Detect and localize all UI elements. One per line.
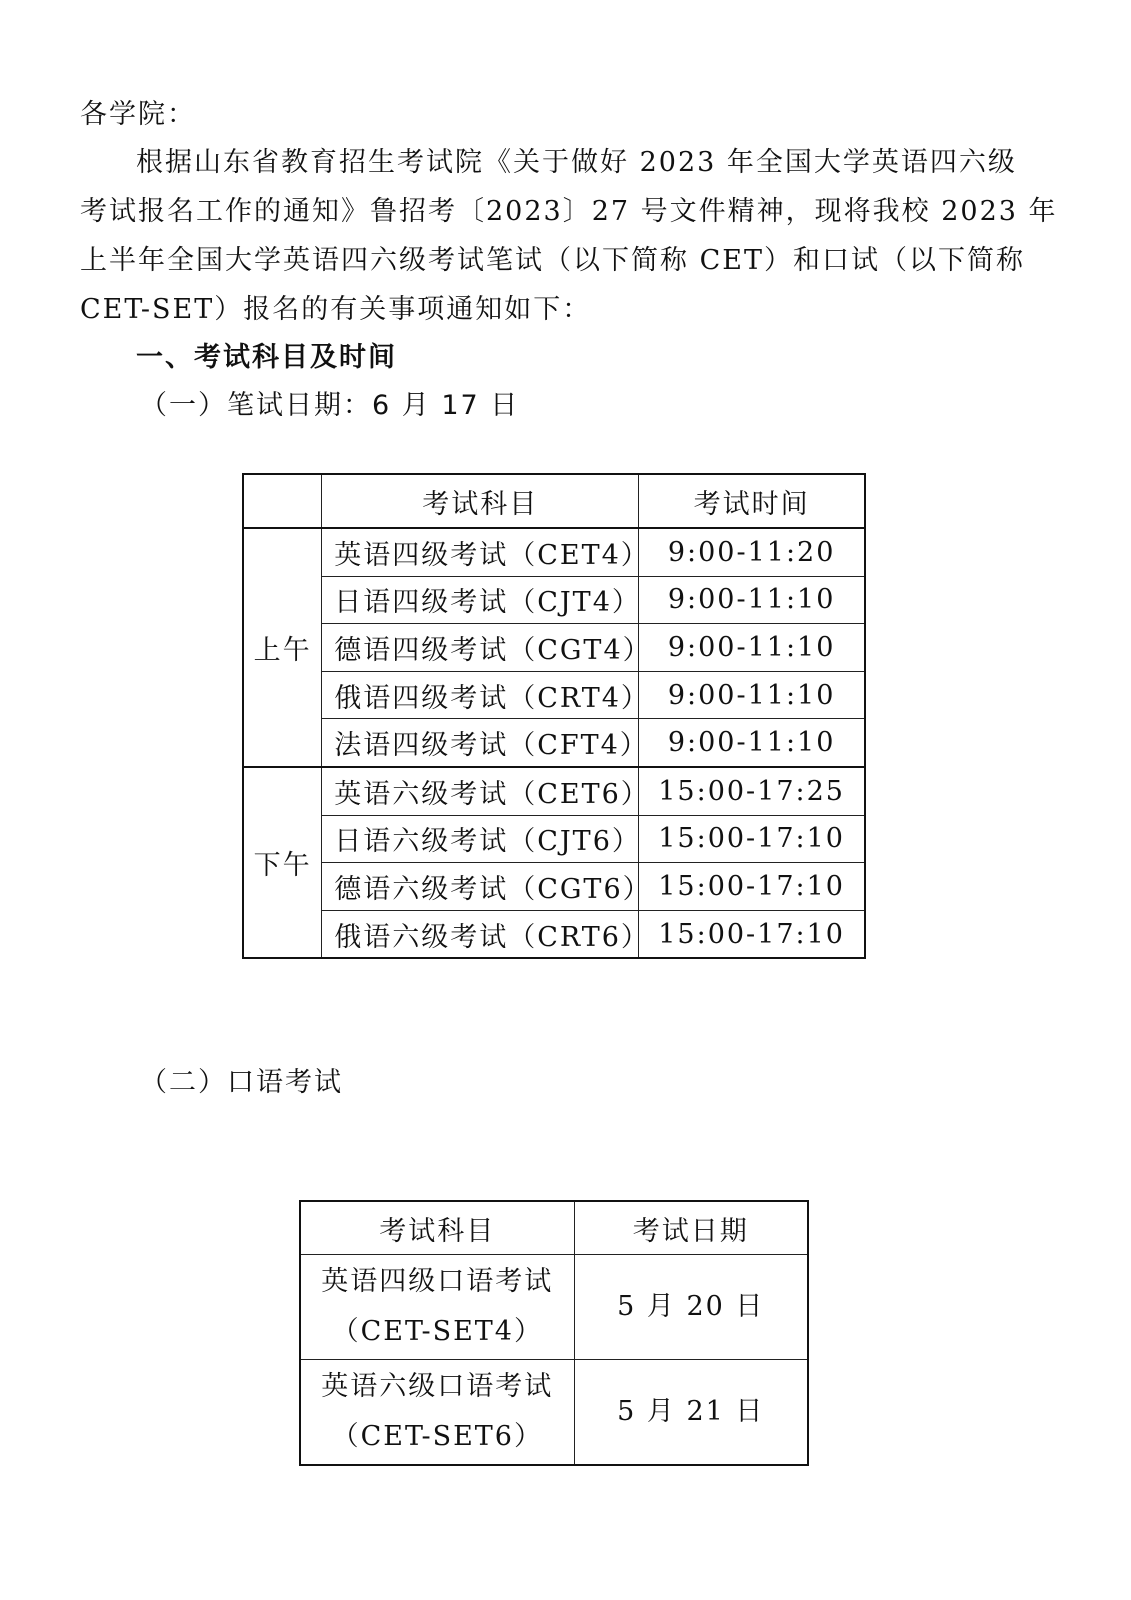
section-heading-subjects-and-time: 一、考试科目及时间: [136, 342, 397, 373]
intro-paragraph-line-2: 考试报名工作的通知》鲁招考〔2023〕27 号文件精神，现将我校 2023 年: [80, 196, 1058, 227]
table-header-cell-period: [243, 474, 322, 528]
exam-subject-cell: 俄语四级考试（CRT4）: [322, 671, 639, 719]
exam-subject-cell: 德语四级考试（CGT4）: [322, 624, 639, 672]
exam-time-cell: 9:00-11:10: [639, 624, 865, 672]
exam-subject-cell: 英语六级考试（CET6）: [322, 767, 639, 815]
oral-exam-table: [299, 1200, 809, 1466]
table-row: [243, 863, 865, 911]
oral-subject-name: 英语六级口语考试: [321, 1371, 554, 1402]
table-header-row: [243, 474, 865, 528]
table-row: [243, 624, 865, 672]
oral-subject-code: （CET-SET4）: [331, 1316, 543, 1347]
table-row: [243, 910, 865, 958]
period-label-morning: 上午: [243, 528, 322, 767]
intro-paragraph-line-1: 根据山东省教育招生考试院《关于做好 2023 年全国大学英语四六级: [136, 147, 1017, 178]
salutation: 各学院：: [80, 99, 196, 130]
oral-subject-cell: [300, 1255, 574, 1360]
exam-time-cell: 15:00-17:25: [639, 767, 865, 815]
table-header-cell-subject: 考试科目: [300, 1201, 574, 1255]
intro-paragraph-line-3: 上半年全国大学英语四六级考试笔试（以下简称 CET）和口试（以下简称: [80, 245, 1025, 276]
exam-time-cell: 9:00-11:10: [639, 671, 865, 719]
exam-time-cell: 15:00-17:10: [639, 863, 865, 911]
oral-subject-code: （CET-SET6）: [331, 1421, 543, 1452]
table-header-row: [300, 1201, 808, 1255]
period-label-afternoon: 下午: [243, 767, 322, 958]
table-row: [243, 671, 865, 719]
table-row: [243, 719, 865, 767]
written-exam-date-heading: （一）笔试日期：6 月 17 日: [140, 390, 520, 421]
exam-time-cell: 15:00-17:10: [639, 815, 865, 863]
exam-subject-cell: 俄语六级考试（CRT6）: [322, 910, 639, 958]
exam-time-cell: 9:00-11:10: [639, 576, 865, 624]
exam-subject-cell: 德语六级考试（CGT6）: [322, 863, 639, 911]
table-row: [243, 767, 865, 815]
intro-paragraph-line-4: CET-SET）报名的有关事项通知如下：: [80, 294, 592, 325]
table-row: [243, 576, 865, 624]
table-header-cell-time: 考试时间: [639, 474, 865, 528]
oral-exam-heading: （二）口语考试: [140, 1067, 343, 1098]
written-exam-table: [242, 473, 866, 959]
table-header-cell-date: 考试日期: [574, 1201, 808, 1255]
exam-time-cell: 9:00-11:20: [639, 528, 865, 576]
table-row: [243, 815, 865, 863]
table-row: [300, 1360, 808, 1466]
exam-subject-cell: 日语六级考试（CJT6）: [322, 815, 639, 863]
exam-time-cell: 15:00-17:10: [639, 910, 865, 958]
oral-date-cell: 5 月 21 日: [574, 1360, 808, 1466]
exam-subject-cell: 英语四级考试（CET4）: [322, 528, 639, 576]
exam-time-cell: 9:00-11:10: [639, 719, 865, 767]
exam-subject-cell: 法语四级考试（CFT4）: [322, 719, 639, 767]
oral-date-cell: 5 月 20 日: [574, 1255, 808, 1360]
oral-subject-name: 英语四级口语考试: [321, 1266, 554, 1297]
oral-subject-cell: [300, 1360, 574, 1466]
exam-subject-cell: 日语四级考试（CJT4）: [322, 576, 639, 624]
table-header-cell-subject: 考试科目: [322, 474, 639, 528]
table-row: [243, 528, 865, 576]
table-row: [300, 1255, 808, 1360]
